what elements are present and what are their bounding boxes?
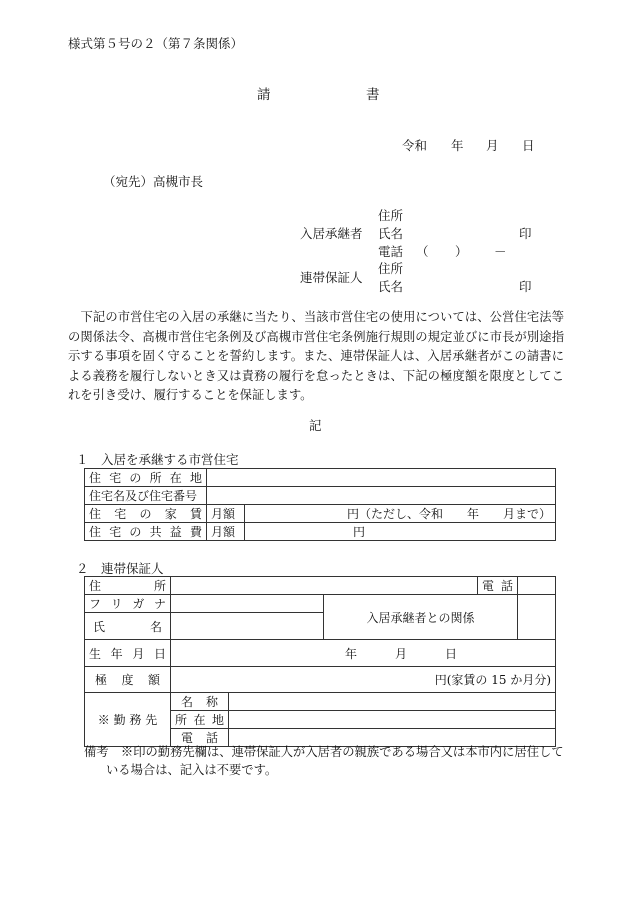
table-row xyxy=(85,693,556,711)
g-max-label xyxy=(85,667,171,693)
successor-name-label: 氏名 xyxy=(378,226,404,241)
g-birth-value[interactable] xyxy=(171,640,556,667)
g-wp-phone-label xyxy=(171,729,229,747)
g-address-label-text: 住 所 xyxy=(89,579,166,593)
table-row xyxy=(85,595,556,613)
g-wp-location-label-text: 所 在 地 xyxy=(175,713,224,727)
table-row xyxy=(85,640,556,667)
g-name-value[interactable] xyxy=(171,613,324,640)
guarantor-address-label: 住所 xyxy=(378,261,404,276)
location-label xyxy=(85,469,207,487)
successor-phone-dash: － xyxy=(494,244,507,259)
remarks-line-1: 備考 ※印の勤務先欄は、連帯保証人が入居者の親族である場合又は本市内に居住して xyxy=(84,745,564,759)
g-address-value[interactable] xyxy=(171,577,478,595)
g-address-label xyxy=(85,577,171,595)
g-wp-name-label xyxy=(171,693,229,711)
guarantor-name-label: 氏名 xyxy=(378,279,404,294)
g-name-label-text: 氏 名 xyxy=(93,619,162,634)
g-relation-label: 入居承継者との関係 xyxy=(324,595,518,640)
rent-label xyxy=(85,505,207,523)
common-monthly-label: 月額 xyxy=(207,523,245,541)
rent-label-text: 住 宅 の 家 賃 xyxy=(89,507,202,521)
g-workplace-label: ※ 勤 務 先 xyxy=(85,693,171,747)
g-wp-location-value[interactable] xyxy=(229,711,556,729)
house-name-label: 住宅名及び住宅番号 xyxy=(85,487,207,505)
g-name-label xyxy=(85,613,171,640)
g-birth-month: 月 xyxy=(395,646,408,661)
addressee: （宛先）高槻市長 xyxy=(103,174,204,189)
g-wp-location-label xyxy=(171,711,229,729)
guarantor-table xyxy=(84,576,556,747)
successor-phone-open: （ xyxy=(416,244,429,259)
title-right-char: 書 xyxy=(366,87,380,103)
successor-label: 入居承継者 xyxy=(300,226,363,241)
house-name-value[interactable] xyxy=(207,487,556,505)
ki-heading: 記 xyxy=(309,418,322,433)
guarantor-seal: 印 xyxy=(519,279,532,294)
successor-address-label: 住所 xyxy=(378,208,404,223)
g-phone-label-text: 電 話 xyxy=(482,579,513,593)
g-furigana-value[interactable] xyxy=(171,595,324,613)
table-row xyxy=(85,523,556,541)
g-birth-year: 年 xyxy=(345,646,358,661)
location-label-text: 住 宅 の 所 在 地 xyxy=(89,471,202,485)
date-era: 令和 xyxy=(402,138,428,153)
section1-heading: １ 入居を承継する市営住宅 xyxy=(76,452,239,467)
successor-phone-label: 電話 xyxy=(378,244,404,259)
table-row xyxy=(85,505,556,523)
g-wp-phone-label-text: 電 話 xyxy=(181,731,218,745)
successor-seal: 印 xyxy=(519,226,532,241)
g-max-label-text: 極 度 額 xyxy=(95,673,160,687)
guarantor-label: 連帯保証人 xyxy=(300,270,363,285)
form-number: 様式第５号の２（第７条関係） xyxy=(68,36,244,51)
table-row xyxy=(85,487,556,505)
g-furigana-label-text: フ リ ガ ナ xyxy=(89,597,166,611)
table-row xyxy=(85,667,556,693)
table-row xyxy=(85,577,556,595)
housing-table xyxy=(84,468,556,541)
section2-heading: ２ 連帯保証人 xyxy=(76,561,164,576)
remarks-line-2: いる場合は、記入は不要です。 xyxy=(106,763,278,777)
common-fee-label xyxy=(85,523,207,541)
title-left-char: 請 xyxy=(257,87,271,103)
g-furigana-label xyxy=(85,595,171,613)
location-value[interactable] xyxy=(207,469,556,487)
g-phone-value[interactable] xyxy=(518,577,556,595)
successor-phone-close: ） xyxy=(455,244,468,259)
common-fee-value[interactable] xyxy=(245,523,556,541)
table-row xyxy=(85,469,556,487)
g-phone-label xyxy=(478,577,518,595)
pledge-paragraph: 下記の市営住宅の入居の承継に当たり、当該市営住宅の使用については、公営住宅法等の関係法令、高槻市営住宅条例及び高槻市営住宅条例施行規則の規定並びに市長が別途指示する事項を固く守ることを誓約します。また、連帯保証人は、入居承継者がこの請書による義務を履行しないとき又は責務の履行を怠ったときは、下記の極度額を限度としてこれを引き受け、履行することを保証します。 xyxy=(68,310,564,402)
common-fee-yen: 円 xyxy=(353,525,366,539)
common-fee-label-text: 住 宅 の 共 益 費 xyxy=(89,525,202,539)
date-year: 年 xyxy=(451,138,464,153)
date-month: 月 xyxy=(486,138,499,153)
rent-monthly-label: 月額 xyxy=(207,505,245,523)
g-wp-phone-value[interactable] xyxy=(229,729,556,747)
g-birth-day: 日 xyxy=(445,646,458,661)
g-relation-value[interactable] xyxy=(518,595,556,640)
g-wp-name-value[interactable] xyxy=(229,693,556,711)
date-day: 日 xyxy=(522,138,535,153)
g-max-value[interactable]: 円(家賃の 15 か月分) xyxy=(171,667,556,693)
g-birth-label xyxy=(85,640,171,667)
g-birth-label-text: 生 年 月 日 xyxy=(89,646,166,661)
g-wp-name-label-text: 名 称 xyxy=(181,695,218,709)
rent-value[interactable]: 円（ただし、令和 年 月まで） xyxy=(245,505,556,523)
